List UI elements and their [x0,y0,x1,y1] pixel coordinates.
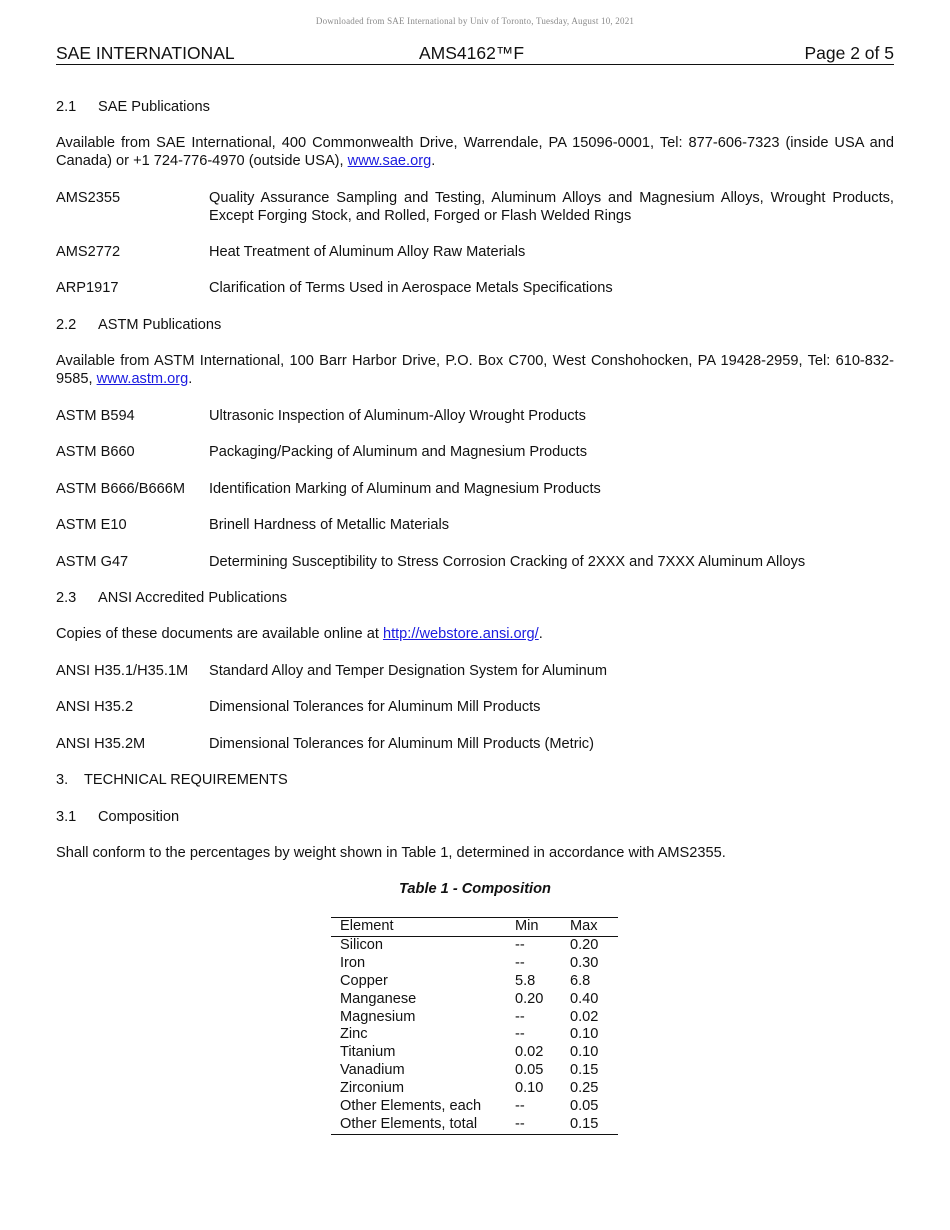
cell-max: 0.10 [570,1044,599,1061]
table-row [331,1009,618,1027]
cell-element: Silicon [340,936,383,953]
page-header [56,43,894,65]
reference-code: ARP1917 [56,280,119,296]
reference-title: Packaging/Packing of Aluminum and Magnesium Products [209,444,588,460]
header-doc-number: AMS4162™F [419,43,525,63]
section-3-1-text: Shall conform to the percentages by weight shown in Table 1, determined in accordance with AMS2355. [56,845,726,861]
reference-title: Clarification of Terms Used in Aerospace Metals Specifications [209,280,613,296]
section-3-1-heading: 3.1 Composition [56,809,180,825]
reference-code: ASTM B594 [56,408,135,424]
cell-element: Zinc [340,1026,368,1043]
table-row [331,1062,618,1080]
reference-code: AMS2355 [56,190,121,206]
cell-min: 5.8 [515,972,536,989]
composition-table [331,917,618,1135]
cell-min: -- [515,954,525,971]
cell-element: Other Elements, total [340,1115,478,1132]
cell-max: 0.05 [570,1098,599,1115]
table-header-row [331,918,618,937]
table-row [331,1026,618,1044]
cell-min: 0.20 [515,990,544,1007]
reference-title: Dimensional Tolerances for Aluminum Mill Products [209,699,541,715]
cell-element: Titanium [340,1044,396,1061]
column-header-element: Element [340,918,394,934]
cell-max: 0.25 [570,1080,599,1097]
download-watermark: Downloaded from SAE International by Univ of Toronto, Tuesday, August 10, 2021 [315,16,635,26]
cell-element: Vanadium [340,1062,405,1079]
section-2-1-availability: Available from SAE International, 400 Commonwealth Drive, Warrendale, PA 15096-0001, Tel: 877-606-7323 (inside USA and Canada) or +1 724-776-4970 (outside USA), www.sae.org. [56,135,894,169]
cell-min: -- [515,1098,525,1115]
section-2-3-availability: Copies of these documents are available online at http://webstore.ansi.org/. [56,626,543,642]
cell-element: Other Elements, each [340,1098,482,1115]
cell-max: 0.20 [570,936,599,953]
reference-title: Ultrasonic Inspection of Aluminum-Alloy Wrought Products [209,408,586,424]
cell-element: Manganese [340,990,417,1007]
reference-code: ANSI H35.2 [56,699,134,715]
cell-min: 0.02 [515,1044,544,1061]
reference-code: ASTM G47 [56,554,129,570]
table-row [331,1098,618,1116]
reference-code: ASTM E10 [56,517,127,533]
section-2-3-heading: 2.3 ANSI Accredited Publications [56,590,288,606]
cell-min: 0.10 [515,1080,544,1097]
reference-title: Identification Marking of Aluminum and Magnesium Products [209,481,601,497]
cell-max: 6.8 [570,972,591,989]
cell-element: Zirconium [340,1080,405,1097]
reference-title: Heat Treatment of Aluminum Alloy Raw Materials [209,244,526,260]
cell-min: -- [515,1115,525,1132]
cell-min: -- [515,936,525,953]
section-2-2-availability: Available from ASTM International, 100 Barr Harbor Drive, P.O. Box C700, West Conshohocken, PA 19428-2959, Tel: 610-832-9585, www.astm.org. [56,353,894,387]
cell-min: -- [515,1008,525,1025]
astm-website-link[interactable]: www.astm.org [96,371,189,387]
cell-max: 0.15 [570,1115,599,1132]
table-1-caption: Table 1 - Composition [399,881,551,897]
column-header-min: Min [515,918,539,934]
ansi-webstore-link[interactable]: http://webstore.ansi.org/ [382,626,539,642]
reference-title: Quality Assurance Sampling and Testing, Aluminum Alloys and Magnesium Alloys, Wrought Products, Except Forging Stock, and Rolled, Forged or Flash Welded Rings [209,190,894,224]
cell-max: 0.02 [570,1008,599,1025]
reference-row [56,189,894,225]
cell-min: 0.05 [515,1062,544,1079]
reference-code: ASTM B660 [56,444,135,460]
sae-website-link[interactable]: www.sae.org [347,153,432,169]
reference-code: ASTM B666/B666M [56,481,185,497]
cell-element: Iron [340,954,366,971]
table-row [331,936,618,954]
reference-title: Brinell Hardness of Metallic Materials [209,517,450,533]
cell-max: 0.40 [570,990,599,1007]
table-row [331,973,618,991]
table-row [331,1044,618,1062]
table-row [331,1116,618,1134]
reference-title: Determining Susceptibility to Stress Corrosion Cracking of 2XXX and 7XXX Aluminum Alloys [209,554,806,570]
reference-code: ANSI H35.2M [56,736,146,752]
section-2-2-heading: 2.2 ASTM Publications [56,317,222,333]
cell-element: Copper [340,972,388,989]
header-org: SAE INTERNATIONAL [56,43,235,63]
cell-min: -- [515,1026,525,1043]
table-row [331,991,618,1009]
table-row [331,955,618,973]
section-3-heading: 3. TECHNICAL REQUIREMENTS [56,772,288,788]
header-page-number: Page 2 of 5 [804,43,894,63]
reference-title: Dimensional Tolerances for Aluminum Mill Products (Metric) [209,736,594,752]
cell-max: 0.10 [570,1026,599,1043]
table-row [331,1080,618,1098]
cell-max: 0.30 [570,954,599,971]
column-header-max: Max [570,918,598,934]
reference-code: ANSI H35.1/H35.1M [56,663,189,679]
reference-code: AMS2772 [56,244,121,260]
cell-element: Magnesium [340,1008,416,1025]
cell-max: 0.15 [570,1062,599,1079]
reference-title: Standard Alloy and Temper Designation System for Aluminum [209,663,608,679]
section-2-1-heading: 2.1 SAE Publications [56,99,210,115]
